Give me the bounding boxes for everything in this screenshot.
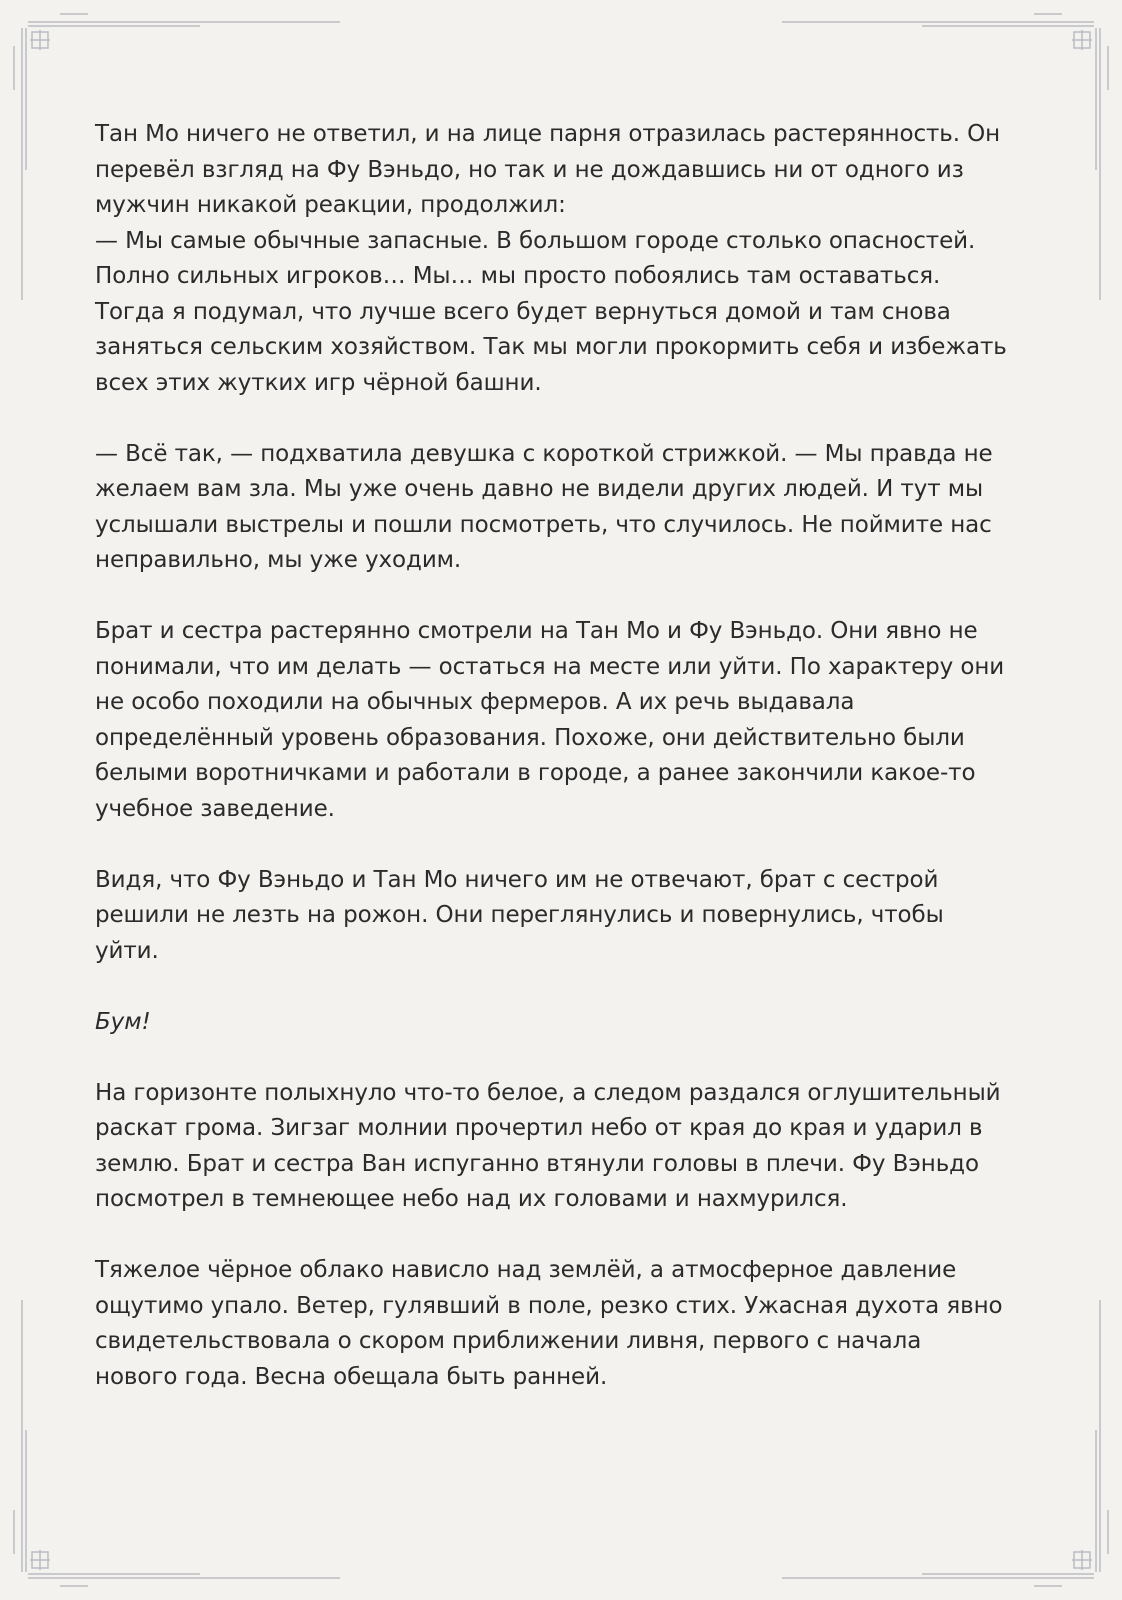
text-line: перевёл взгляд на Фу Вэньдо, но так и не дождавшись ни от одного из bbox=[95, 156, 964, 183]
text-line: Бум! bbox=[95, 1008, 151, 1035]
text-line: заняться сельским хозяйством. Так мы могли прокормить себя и избежать bbox=[95, 334, 1007, 360]
paragraph-4 bbox=[95, 863, 1030, 970]
text-line: ощутимо упало. Ветер, гулявший в поле, резко стих. Ужасная духота явно bbox=[95, 1292, 1003, 1319]
text-line: не особо походили на обычных фермеров. А их речь выдавала bbox=[95, 689, 855, 715]
paragraph-7 bbox=[95, 1253, 1030, 1395]
text-line: определённый уровень образования. Похоже, они действительно были bbox=[95, 724, 965, 751]
text-line: — Всё так, — подхватила девушка с короткой стрижкой. — Мы правда не bbox=[95, 440, 993, 467]
text-line: нового года. Весна обещала быть ранней. bbox=[95, 1363, 608, 1390]
text-line: решили не лезть на рожон. Они переглянулись и повернулись, чтобы bbox=[95, 902, 944, 928]
text-line: желаем вам зла. Мы уже очень давно не видели других людей. И тут мы bbox=[95, 476, 984, 502]
text-line: Видя, что Фу Вэньдо и Тан Мо ничего им не отвечают, брат с сестрой bbox=[95, 866, 939, 893]
paragraph-5-sound-effect bbox=[95, 1005, 1030, 1041]
paragraph-1 bbox=[95, 117, 1030, 401]
paragraph-6 bbox=[95, 1076, 1030, 1218]
text-line: На горизонте полыхнуло что-то белое, а следом раздался оглушительный bbox=[95, 1079, 1001, 1106]
paragraph-2 bbox=[95, 437, 1030, 579]
text-line: Тан Мо ничего не ответил, и на лице парня отразилась растерянность. Он bbox=[95, 121, 1001, 147]
text-line: — Мы самые обычные запасные. В большом городе столько опасностей. bbox=[95, 227, 976, 254]
text-line: Тогда я подумал, что лучше всего будет вернуться домой и там снова bbox=[95, 298, 951, 325]
text-line: неправильно, мы уже уходим. bbox=[95, 547, 462, 573]
text-line: учебное заведение. bbox=[95, 795, 335, 822]
text-line: белыми воротничками и работали в городе, а ранее закончили какое-то bbox=[95, 760, 976, 786]
text-line: Тяжелое чёрное облако нависло над землёй, а атмосферное давление bbox=[95, 1257, 957, 1283]
text-line: раскат грома. Зигзаг молнии прочертил небо от края до края и ударил в bbox=[95, 1115, 983, 1141]
document-body bbox=[95, 117, 1030, 1431]
text-line: Брат и сестра растерянно смотрели на Тан Мо и Фу Вэньдо. Они явно не bbox=[95, 618, 978, 644]
text-line: мужчин никакой реакции, продолжил: bbox=[95, 192, 566, 218]
text-line: землю. Брат и сестра Ван испуганно втянули головы в плечи. Фу Вэньдо bbox=[95, 1150, 979, 1177]
text-line: посмотрел в темнеющее небо над их головами и нахмурился. bbox=[95, 1186, 848, 1212]
text-line: свидетельствовала о скором приближении ливня, первого с начала bbox=[95, 1328, 922, 1354]
text-line: понимали, что им делать — остаться на месте или уйти. По характеру они bbox=[95, 653, 1005, 680]
text-line: уйти. bbox=[95, 937, 159, 964]
paragraph-3 bbox=[95, 614, 1030, 827]
text-line: Полно сильных игроков… Мы… мы просто побоялись там оставаться. bbox=[95, 263, 941, 289]
text-line: услышали выстрелы и пошли посмотреть, что случилось. Не поймите нас bbox=[95, 511, 992, 538]
text-line: всех этих жутких игр чёрной башни. bbox=[95, 369, 542, 396]
